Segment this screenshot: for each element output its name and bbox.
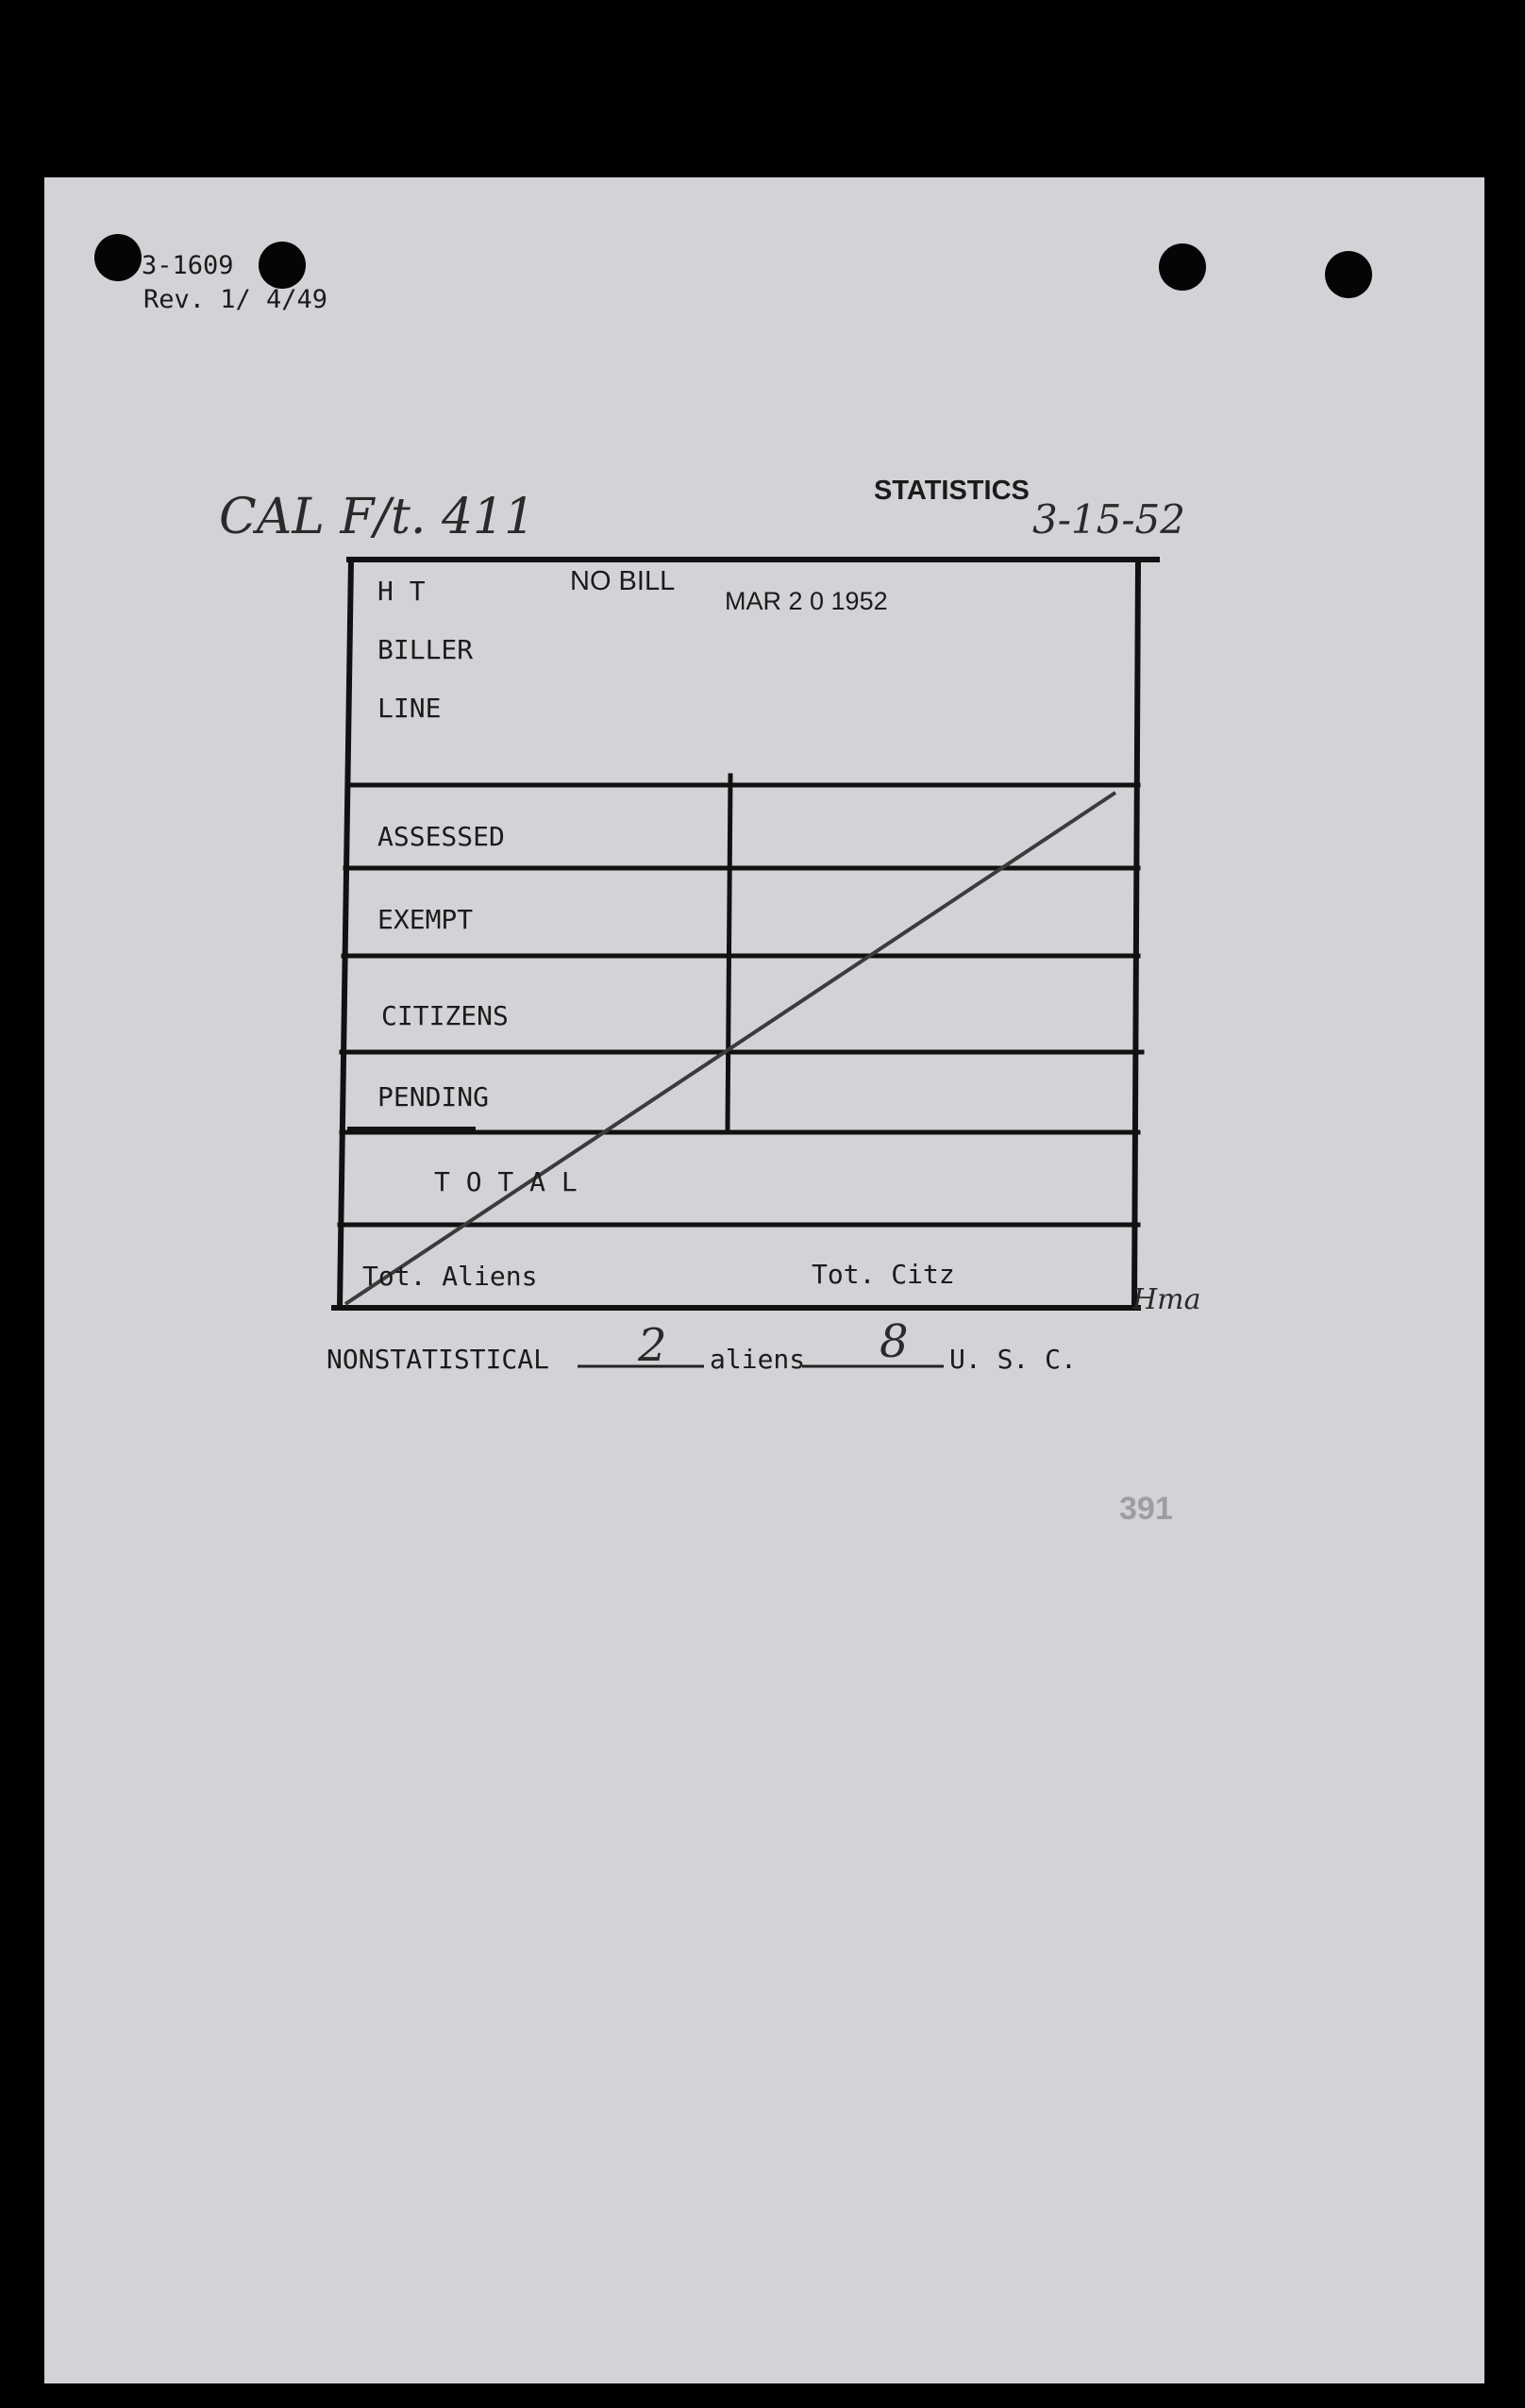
line-label: LINE: [377, 693, 442, 724]
usc-count: 8: [880, 1315, 909, 1368]
assessed-label: ASSESSED: [377, 821, 505, 852]
form-number: 3-1609: [142, 251, 234, 280]
nonstatistical-label: NONSTATISTICAL: [327, 1344, 550, 1375]
ht-label: H T: [377, 576, 426, 607]
total-label: T O T A L: [434, 1166, 578, 1197]
statistics-stamp: STATISTICS: [874, 476, 1030, 506]
handwritten-initials: Hma: [1132, 1283, 1201, 1316]
aliens-label: aliens: [710, 1344, 806, 1375]
handwritten-header: CAL F/t. 411: [219, 489, 536, 545]
aliens-count: 2: [638, 1319, 667, 1372]
form-revision: Rev. 1/ 4/49: [143, 285, 328, 314]
date-stamp: MAR 2 0 1952: [725, 587, 888, 615]
handwritten-date: 3-15-52: [1032, 496, 1185, 543]
tot-citz-label: Tot. Citz: [812, 1259, 955, 1290]
citizens-label: CITIZENS: [381, 1000, 509, 1031]
usc-label: U. S. C.: [949, 1344, 1077, 1375]
tot-aliens-label: Tot. Aliens: [362, 1261, 538, 1292]
page-number-stamp: 391: [1119, 1491, 1173, 1527]
pending-label: PENDING: [377, 1081, 490, 1112]
exempt-label: EXEMPT: [377, 904, 474, 935]
biller-label: BILLER: [377, 634, 474, 665]
no-bill-stamp: NO BILL: [570, 566, 676, 596]
